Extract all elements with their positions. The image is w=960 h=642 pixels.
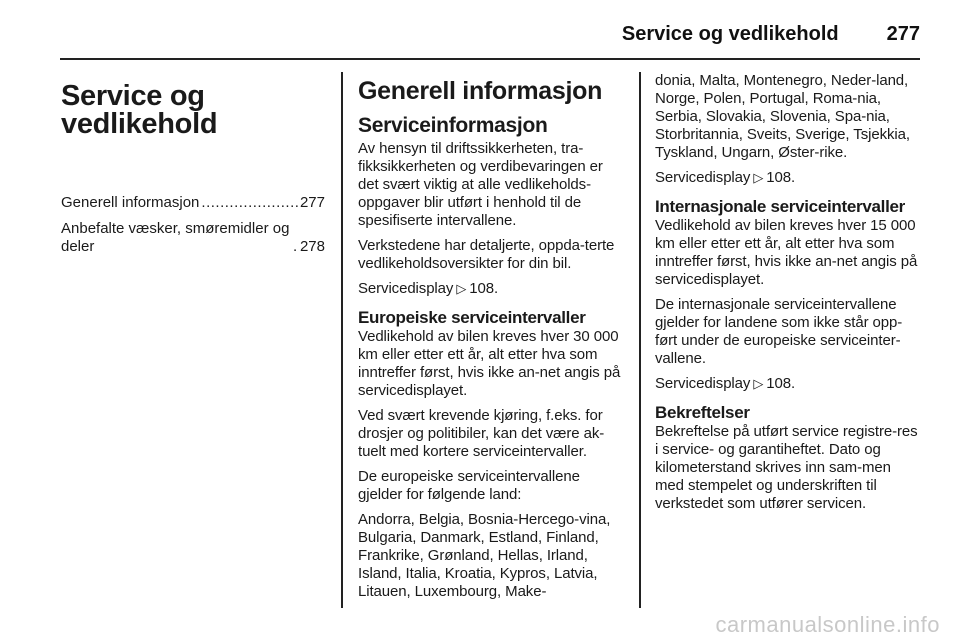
page-header [60, 14, 920, 54]
reference-page: 108. [766, 375, 796, 392]
subsection-title-confirmations: Bekreftelser [655, 403, 750, 422]
running-title: Service og vedlikehold [621, 22, 839, 45]
column-2 [358, 72, 624, 608]
paragraph: De internasjonale serviceintervallene gjelder for landene som ikke står opp-ført under de europeiske serviceinter-vallene. [655, 296, 903, 367]
paragraph: Vedlikehold av bilen kreves hver 30 000 km eller etter ett år, alt etter hva som inntreffer først, hvis ikke an-net angis på servicedisplayet. [358, 328, 621, 399]
paragraph: Av hensyn til driftssikkerheten, tra-fikksikkerheten og verdibevaringen er det svært viktig at alle vedlikeholds-oppgaver blir utført i henhold til de spesifiserte intervallene. [358, 140, 603, 229]
subsection-title-service-info: Serviceinformasjon [358, 114, 548, 137]
reference-text: Servicedisplay [358, 280, 454, 297]
table-of-contents [61, 194, 325, 256]
paragraph: De europeiske serviceintervallene gjelder for følgende land: [358, 468, 580, 503]
header-divider [60, 58, 920, 60]
reference-text: Servicedisplay [655, 169, 751, 186]
column-1 [61, 72, 325, 264]
paragraph: Vedlikehold av bilen kreves hver 15 000 km eller etter ett år, alt etter hva som inntreffer først, hvis ikke an-net angis på servicedisplayet. [655, 217, 918, 288]
triangle-right-icon: ▷ [753, 170, 764, 185]
toc-entry-text: Generell informasjon [61, 194, 200, 211]
column-3 [655, 72, 921, 520]
toc-leader [293, 238, 298, 256]
toc-entry[interactable] [61, 194, 325, 212]
cross-reference[interactable] [655, 375, 921, 393]
paragraph: Verkstedene har detaljerte, oppda-terte vedlikeholdsoversikter for din bil. [358, 237, 615, 272]
paragraph: Andorra, Belgia, Bosnia-Hercego-vina, Bulgaria, Danmark, Estland, Finland, Frankrike, Grønland, Hellas, Irland, Island, Italia, Kroatia, Kypros, Latvia, Litauen, Luxembourg, Make- [358, 511, 611, 600]
toc-entry[interactable] [61, 220, 325, 256]
subsection-title-european: Europeiske serviceintervaller [358, 308, 586, 327]
cross-reference[interactable] [358, 280, 624, 298]
reference-text: Servicedisplay [655, 375, 751, 392]
toc-entry-page: 278 [299, 238, 325, 255]
toc-entry-text: Anbefalte væsker, smøremidler og deler [61, 220, 290, 255]
subsection-title-international: Internasjonale serviceintervaller [655, 197, 905, 216]
section-title: Generell informasjon [358, 77, 603, 105]
reference-page: 108. [766, 169, 796, 186]
column-divider-1 [341, 72, 343, 608]
watermark: carmanualsonline.info [715, 612, 940, 637]
triangle-right-icon: ▷ [456, 281, 467, 296]
chapter-title: Service og vedlikehold [61, 80, 218, 140]
paragraph: Bekreftelse på utført service registre-res i service- og garantiheftet. Dato og kilometerstand skrives inn sam-men med stempelet og underskriften til verkstedet som utfører servicen. [655, 423, 918, 512]
cross-reference[interactable] [655, 169, 921, 187]
column-divider-2 [639, 72, 641, 608]
paragraph: Ved svært krevende kjøring, f.eks. for drosjer og politibiler, kan det være ak-tuelt med kortere serviceintervaller. [358, 407, 605, 460]
page-number: 277 [886, 22, 920, 45]
paragraph: donia, Malta, Montenegro, Neder-land, Norge, Polen, Portugal, Roma-nia, Serbia, Slovakia, Slovenia, Spa-nia, Storbritannia, Sveits, Sverige, Tsjekkia, Tyskland, Ungarn, Øster-rike. [655, 72, 910, 161]
toc-entry-page: 277 [299, 194, 325, 211]
toc-leader [201, 194, 298, 212]
reference-page: 108. [469, 280, 499, 297]
triangle-right-icon: ▷ [753, 376, 764, 391]
